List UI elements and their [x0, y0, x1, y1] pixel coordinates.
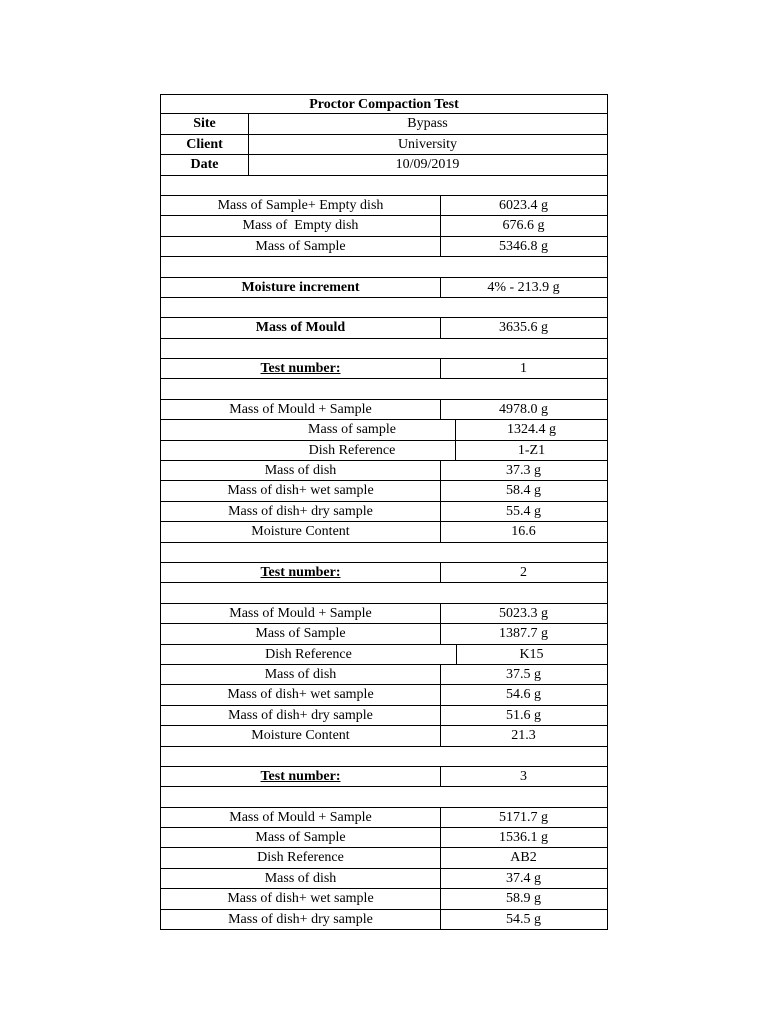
row-label: Mass of dish+ wet sample: [161, 481, 441, 500]
spacer-row: [160, 257, 608, 277]
test-number-label: Test number:: [161, 359, 441, 378]
row-value: 6023.4 g: [499, 197, 548, 213]
row-label: Mass of Sample+ Empty dish: [161, 196, 441, 215]
spacer-row: [160, 339, 608, 359]
row-label: Mass of Sample: [161, 237, 441, 256]
date-label: Date: [161, 155, 249, 174]
client-value: University: [397, 136, 458, 152]
mould-value: 3635.6 g: [499, 320, 548, 336]
table-row: [160, 726, 608, 746]
row-label: Mass of dish: [161, 665, 441, 684]
table-title: Proctor Compaction Test: [309, 97, 459, 112]
table-row: [160, 624, 608, 644]
table-row: [160, 237, 608, 257]
row-value: 5171.7 g: [499, 809, 548, 825]
table-row: [160, 481, 608, 501]
spacer-row: [160, 298, 608, 318]
row-label: Mass of Mould + Sample: [161, 604, 441, 623]
row-label: Mass of dish+ wet sample: [161, 685, 441, 704]
row-value: 37.5 g: [506, 666, 541, 682]
moisture-increment-label: Moisture increment: [161, 278, 441, 297]
table-row: [160, 889, 608, 909]
test-number-row: [160, 563, 608, 583]
table-row: [160, 706, 608, 726]
table-row: [160, 278, 608, 298]
row-label: Mass of dish+ wet sample: [161, 889, 441, 908]
row-value: 54.6 g: [506, 687, 541, 703]
table-row: [160, 665, 608, 685]
row-label: Mass of dish: [161, 461, 441, 480]
title-row: [160, 94, 608, 114]
test-number-value: 1: [520, 361, 527, 377]
row-value: 1-Z1: [517, 442, 546, 458]
row-label: Mass of sample: [161, 420, 456, 439]
table-row: [160, 216, 608, 236]
site-label: Site: [161, 114, 249, 133]
table-row: [160, 910, 608, 930]
row-label: Mass of Sample: [161, 828, 441, 847]
moisture-increment-value: 4% - 213.9 g: [487, 279, 560, 295]
table-row: [160, 808, 608, 828]
row-value: 1387.7 g: [499, 626, 548, 642]
row-label: Mass of dish+ dry sample: [161, 910, 441, 929]
table-row: [160, 645, 608, 665]
test-number-label: Test number:: [161, 767, 441, 786]
table-row: [160, 441, 608, 461]
date-value: 10/09/2019: [395, 157, 460, 173]
row-label: Mass of Mould + Sample: [161, 808, 441, 827]
spacer-row: [160, 583, 608, 603]
site-row: [160, 114, 608, 134]
table-row: [160, 848, 608, 868]
row-label: Dish Reference: [161, 441, 456, 460]
row-value: 51.6 g: [506, 707, 541, 723]
row-value: 5346.8 g: [499, 238, 548, 254]
table-row: [160, 196, 608, 216]
table-row: [160, 685, 608, 705]
table-row: [160, 400, 608, 420]
spacer-row: [160, 543, 608, 563]
row-label: Dish Reference: [161, 645, 457, 664]
row-value: AB2: [510, 850, 537, 866]
row-value: 58.4 g: [506, 483, 541, 499]
row-value: 5023.3 g: [499, 605, 548, 621]
row-label: Mass of dish: [161, 869, 441, 888]
row-label: Mass of dish+ dry sample: [161, 706, 441, 725]
row-value: 55.4 g: [506, 503, 541, 519]
test-number-label: Test number:: [161, 563, 441, 582]
spacer-row: [160, 176, 608, 196]
date-row: [160, 155, 608, 175]
row-label: Moisture Content: [161, 726, 441, 745]
spacer-row: [160, 747, 608, 767]
table-row: [160, 604, 608, 624]
row-value: 16.6: [511, 524, 536, 540]
row-label: Mass of dish+ dry sample: [161, 502, 441, 521]
table-row: [160, 461, 608, 481]
row-value: 54.5 g: [506, 911, 541, 927]
client-row: [160, 135, 608, 155]
table-row: [160, 522, 608, 542]
row-label: Dish Reference: [161, 848, 441, 867]
test-number-value: 2: [520, 564, 527, 580]
row-label: Mass of Empty dish: [161, 216, 441, 235]
row-value: 1536.1 g: [499, 830, 548, 846]
row-value: 21.3: [511, 728, 536, 744]
test-number-row: [160, 359, 608, 379]
row-value: 4978.0 g: [499, 401, 548, 417]
spacer-row: [160, 787, 608, 807]
spacer-row: [160, 379, 608, 399]
client-label: Client: [161, 135, 249, 154]
table-row: [160, 420, 608, 440]
mould-label: Mass of Mould: [161, 318, 441, 337]
row-value: 1324.4 g: [507, 422, 556, 438]
table-row: [160, 828, 608, 848]
table-row: [160, 318, 608, 338]
test-number-row: [160, 767, 608, 787]
row-value: 58.9 g: [506, 891, 541, 907]
row-value: 37.4 g: [506, 870, 541, 886]
site-value: Bypass: [407, 116, 448, 132]
proctor-table: [160, 94, 608, 930]
row-value: 676.6 g: [502, 218, 545, 234]
row-label: Moisture Content: [161, 522, 441, 541]
row-value: K15: [519, 646, 544, 662]
test-number-value: 3: [520, 768, 527, 784]
table-row: [160, 869, 608, 889]
row-label: Mass of Sample: [161, 624, 441, 643]
table-row: [160, 502, 608, 522]
row-label: Mass of Mould + Sample: [161, 400, 441, 419]
row-value: 37.3 g: [506, 463, 541, 479]
